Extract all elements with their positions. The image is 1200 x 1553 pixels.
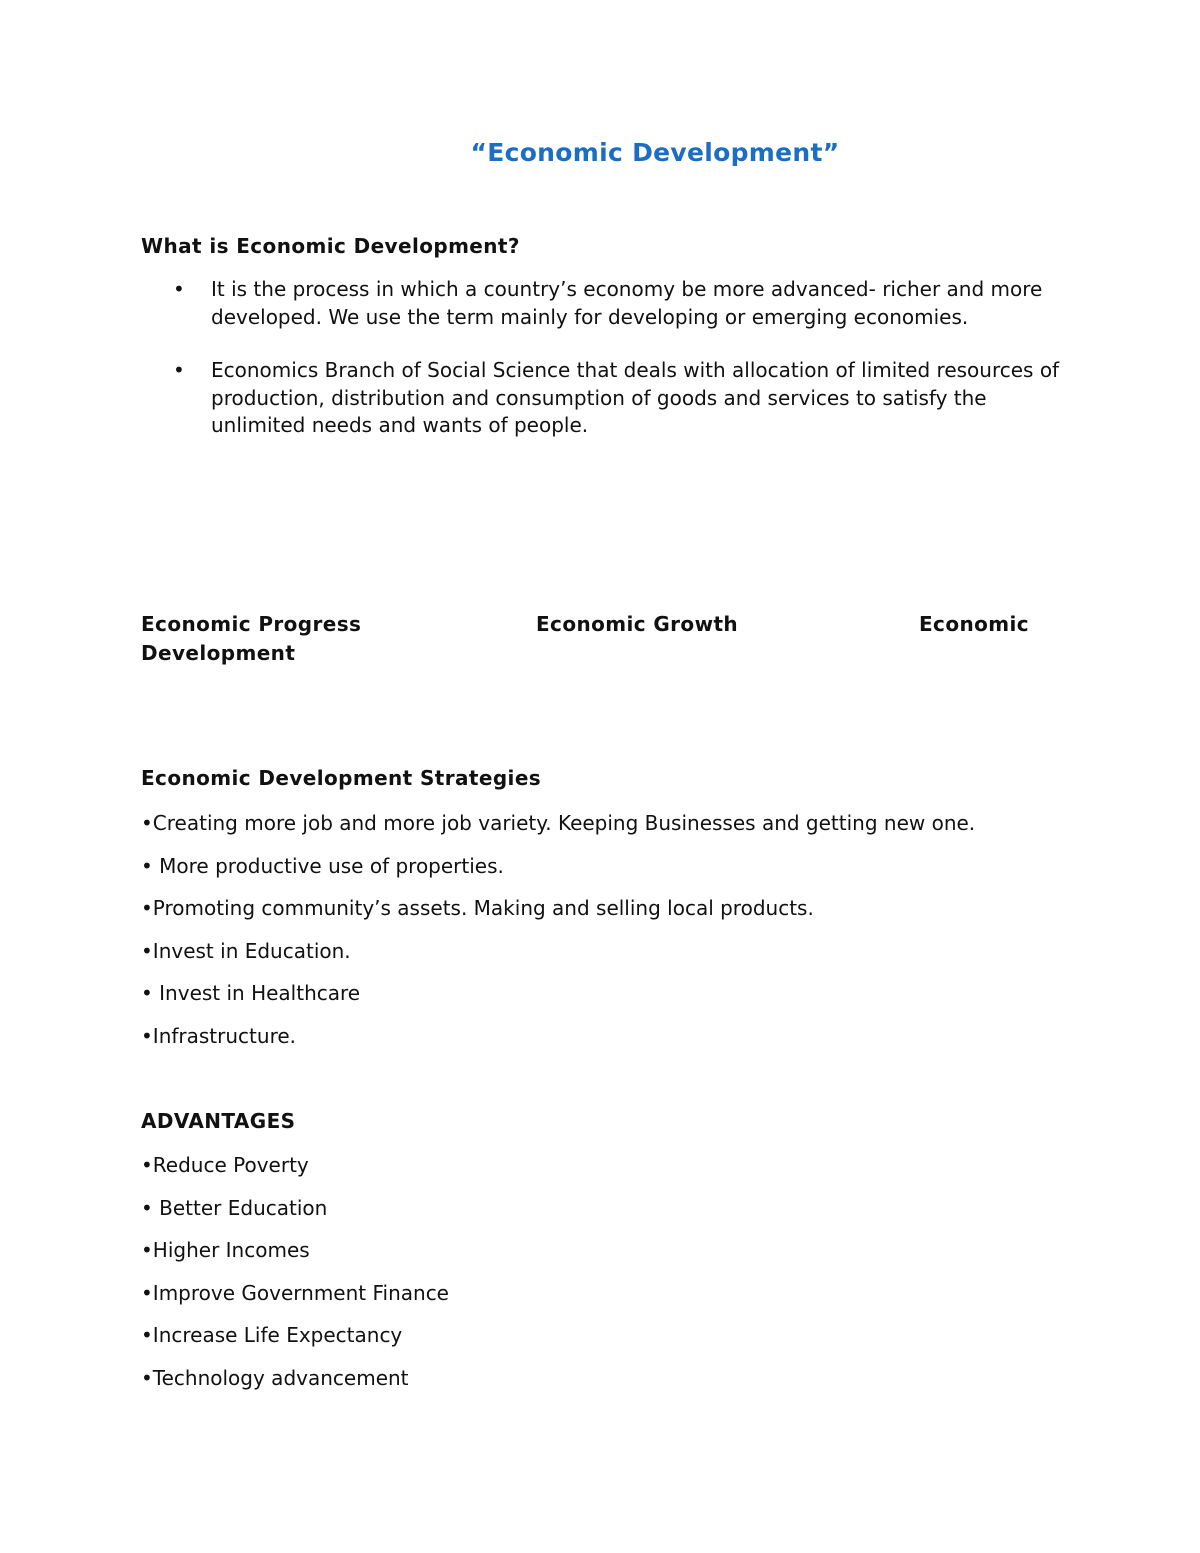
section-heading-strategies: Economic Development Strategies <box>141 766 542 790</box>
list-item: •Invest in Education. <box>141 938 351 963</box>
bullet-icon: • <box>173 358 185 382</box>
term-economic-development-part1: Economic <box>919 612 1029 636</box>
page-title: “Economic Development” <box>470 138 840 167</box>
term-economic-growth: Economic Growth <box>536 612 739 636</box>
definition-text: It is the process in which a country’s economy be more advanced- richer and more developed. We use the term mainly for developing or emerging economies. <box>211 277 1043 329</box>
list-item: •Infrastructure. <box>141 1023 297 1048</box>
list-item: • Invest in Healthcare <box>141 981 361 1006</box>
list-item: •Higher Incomes <box>141 1238 310 1263</box>
list-item <box>141 276 1061 331</box>
list-item: •Reduce Poverty <box>141 1153 309 1177</box>
term-economic-development-part2: Development <box>141 641 296 665</box>
section-heading-advantages: ADVANTAGES <box>141 1109 296 1133</box>
bullet-icon: • <box>173 277 185 301</box>
section-heading-what-is: What is Economic Development? <box>141 234 520 258</box>
list-item: • More productive use of properties. <box>141 853 504 878</box>
list-item: •Promoting community’s assets. Making and selling local products. <box>141 896 814 921</box>
list-item: •Creating more job and more job variety. Keeping Businesses and getting new one. <box>141 811 976 835</box>
term-economic-progress: Economic Progress <box>141 612 362 636</box>
strategies-list <box>141 810 975 1066</box>
definition-text: Economics Branch of Social Science that deals with allocation of limited resources of production, distribution and consumption of goods and services to satisfy the unlimited needs and wants of people. <box>211 358 1060 437</box>
definition-list <box>141 276 1061 466</box>
list-item: •Improve Government Finance <box>141 1280 449 1305</box>
advantages-list <box>141 1152 449 1408</box>
list-item: •Technology advancement <box>141 1365 409 1390</box>
list-item: •Increase Life Expectancy <box>141 1323 403 1348</box>
list-item <box>141 357 1061 440</box>
list-item: • Better Education <box>141 1195 328 1220</box>
